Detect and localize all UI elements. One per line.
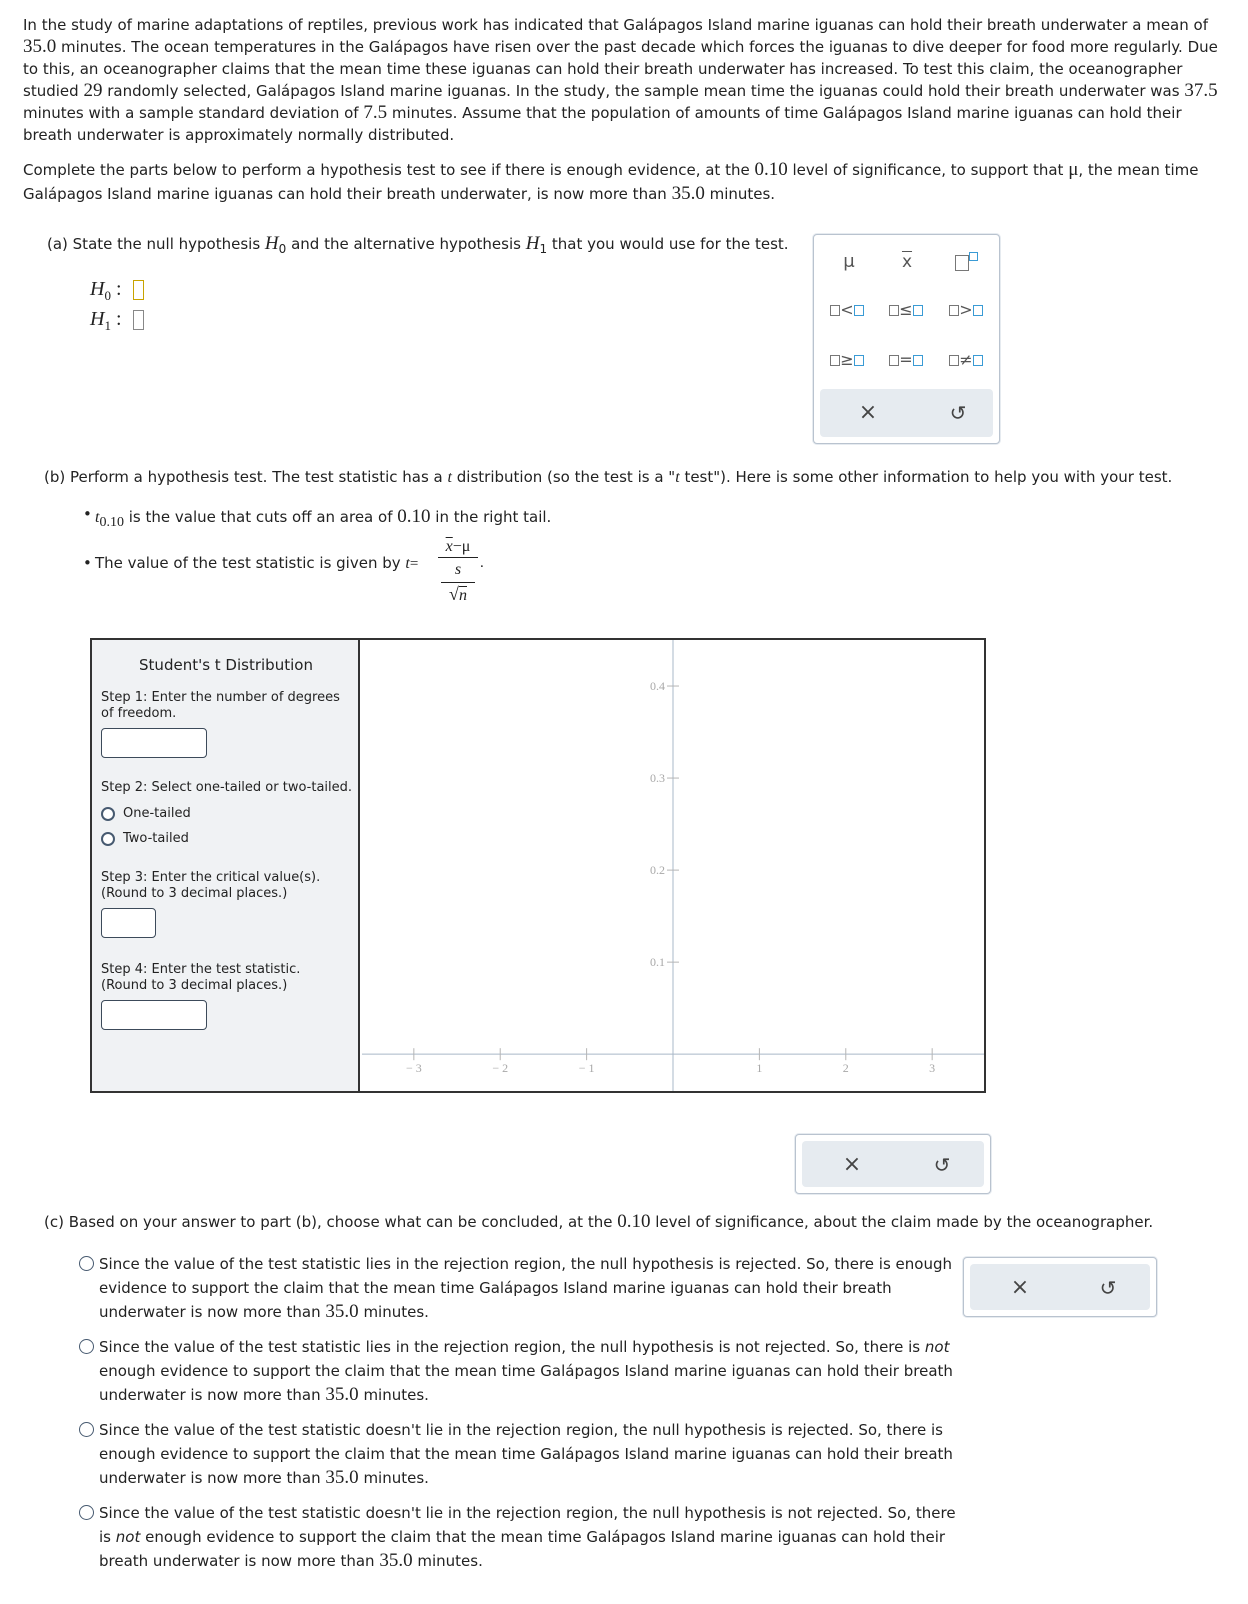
part-a-text-1: (a) State the null hypothesis [47,235,261,253]
bullet-1-text: is the value that cuts off an area of [128,508,393,526]
right-box-icon [854,305,864,316]
option-3-text: Since the value of the test statistic doesn't lie in the rejection region, the null hypothesis is rejected. So, there is enough evidence to support the claim that the mean time Galápagos Island marine iguanas can hold their breath underwater is now more than [99,1421,953,1487]
option-3-minutes: minutes. [363,1469,429,1487]
critical-value-input[interactable] [101,908,156,938]
sqrt-icon: √ [449,584,459,604]
option-1-minutes: minutes. [363,1303,429,1321]
part-c-alpha: 0.10 [617,1211,651,1232]
step-4-label: Step 4: Enter the test statistic. [101,962,301,977]
part-b-text-2: distribution (so the test is a " [456,468,676,486]
h1-symbol: H [525,233,540,254]
part-b-text-1: (b) Perform a hypothesis test. The test statistic has a [44,468,443,486]
widget-controls [92,640,360,1091]
widget-clear-icon[interactable]: × [842,1152,862,1177]
one-tailed-option[interactable] [101,804,191,824]
part-c-undo-icon[interactable]: ↺ [1099,1276,1117,1300]
eq-symbol: = [899,350,913,369]
left-box-icon [889,355,899,366]
x-tick-label: 1 [756,1061,763,1076]
degrees-of-freedom-input[interactable] [101,728,207,758]
step-3-hint: (Round to 3 decimal places.) [101,886,288,901]
not-equal-button[interactable] [941,345,991,375]
part-a-text-3: that you would use for the test. [551,235,789,253]
xbar-button[interactable]: $\overline{x}$ [901,252,913,272]
two-tailed-label: Two-tailed [123,831,189,846]
h1-label: H [90,308,105,330]
x-tick-label: 2 [842,1061,849,1076]
formula-xbar: $\overline{x}$ [445,538,453,555]
sample-sd: 7.5 [363,102,388,123]
two-tailed-radio[interactable] [101,832,115,846]
right-box-icon [973,355,983,366]
part-b-text-3: test"). Here is some other information to help you with your test. [684,468,1173,486]
part-c-palette [963,1257,1157,1317]
step-4-hint: (Round to 3 decimal places.) [101,978,288,993]
test-statistic-input[interactable] [101,1000,207,1030]
palette-footer [820,389,993,437]
formula-mu: μ [461,538,471,555]
t-critical-symbol: t [95,509,100,526]
t-stat-symbol: t [405,555,410,572]
sample-size: 29 [83,80,103,101]
t-formula [438,538,478,606]
option-4-mean: 35.0 [379,1550,413,1571]
option-3-radio[interactable] [79,1422,94,1437]
option-4-minutes: minutes. [417,1552,483,1570]
h0-sub: 0 [278,242,287,256]
equal-button[interactable] [881,345,931,375]
intro-text-5: minutes. Assume that the population of amounts of time Galápagos Island marine iguanas can hold their breath underwater is approximately normally distributed. [23,104,1182,144]
info-bullet-1 [95,503,551,533]
t-distribution-chart[interactable] [362,640,984,1091]
h0-colon: : [115,278,122,300]
x-tick-label: − 1 [578,1061,595,1076]
widget-palette [795,1134,991,1194]
option-4-text-1: Since the value of the test statistic doesn't lie in the rejection region, the null hypothesis is not rejected. So, there is [99,1504,956,1546]
instructions-text-3: , the mean time Galápagos Island marine iguanas can hold their breath underwater, is now more than [23,161,1199,203]
mu-button[interactable]: μ [843,251,855,272]
problem-intro [23,14,1223,146]
h1-sub: 1 [539,242,548,256]
h0-label: H [90,278,105,300]
widget-title: Student's t Distribution [139,656,313,674]
widget-palette-inner [802,1141,984,1187]
formula-denominator [438,558,478,606]
t-symbol-2: t [675,469,680,486]
part-a-text-2: and the alternative hypothesis [291,235,521,253]
right-box-icon [913,305,923,316]
h1-colon: : [115,308,122,330]
clear-icon[interactable]: × [858,400,878,425]
conclusion-option-3[interactable] [99,1418,959,1490]
left-box-icon [889,305,899,316]
h0-row [90,274,144,306]
option-2-not: not [924,1338,950,1356]
y-tick-label: 0.3 [650,771,665,786]
option-2-minutes: minutes. [363,1386,429,1404]
bullet-1-alpha: 0.10 [397,506,431,527]
bullet-2-text: The value of the test statistic is given by [95,554,401,572]
greater-than-button[interactable] [941,295,991,325]
x-tick-label: − 3 [405,1061,422,1076]
lt-symbol: < [840,300,854,319]
one-tailed-label: One-tailed [123,806,191,821]
part-a-prompt [47,230,789,259]
greater-equal-button[interactable] [822,345,872,375]
formula-period: . [480,555,484,571]
conclusion-option-2[interactable] [99,1335,959,1407]
conclusion-option-1[interactable] [99,1252,959,1324]
widget-undo-icon[interactable]: ↺ [933,1153,951,1177]
part-c-prompt [44,1208,1153,1237]
formula-sqrt [438,584,478,606]
gt-symbol: > [959,300,973,319]
option-4-not: not [115,1528,141,1546]
part-b-prompt [44,466,1172,490]
option-1-radio[interactable] [79,1256,94,1271]
intro-text-1: In the study of marine adaptations of reptiles, previous work has indicated that Galápagos Island marine iguanas can hold their breath underwater a mean of [23,16,1208,34]
y-tick-label: 0.1 [650,955,665,970]
instructions [23,158,1223,206]
less-than-button[interactable] [822,295,872,325]
intro-text-2: minutes. The ocean temperatures in the Galápagos have risen over the past decade which forces the iguanas to dive deeper for food more regularly. Due to this, an oceanographer claims that the mean time these iguanas can hold their breath underwater has increased. To test this claim, the oceanographer studied [23,38,1218,100]
right-box-icon [854,355,864,366]
intro-text-3: randomly selected, Galápagos Island marine iguanas. In the study, the sample mean time the iguanas could hold their breath underwater was [107,82,1180,100]
t-symbol: t [447,469,452,486]
left-box-icon [949,355,959,366]
inner-fraction-bar [441,582,475,583]
chart-canvas[interactable] [362,640,984,1091]
intro-text-4: minutes with a sample standard deviation of [23,104,359,122]
option-1-mean: 35.0 [325,1301,359,1322]
instructions-text-2: level of significance, to support that [792,161,1064,179]
option-3-mean: 35.0 [325,1467,359,1488]
option-2-text-1: Since the value of the test statistic lies in the rejection region, the null hypothesis is not rejected. So, there is [99,1338,921,1356]
significance-level: 0.10 [754,159,788,180]
h0-input[interactable] [133,280,144,300]
bullet-1-end: in the right tail. [435,508,552,526]
left-box-icon [830,305,840,316]
h1-input[interactable] [133,310,144,330]
part-c-clear-icon[interactable]: × [1010,1275,1030,1300]
sample-mean: 37.5 [1184,80,1218,101]
ge-symbol: ≥ [840,350,854,369]
base-box-icon [955,255,969,271]
part-c-text-2: level of significance, about the claim made by the oceanographer. [655,1213,1154,1231]
part-c-palette-inner [970,1264,1150,1310]
h0-symbol: H [264,233,279,254]
left-box-icon [830,355,840,366]
x-tick-label: − 2 [492,1061,509,1076]
exponent-box-icon [969,252,978,261]
h0-label-sub: 0 [104,288,111,303]
equals-sign: = [409,556,419,572]
option-2-radio[interactable] [79,1339,94,1354]
le-symbol: ≤ [899,300,913,319]
ne-symbol: ≠ [959,350,973,369]
two-tailed-option[interactable] [101,829,189,849]
instructions-text-4: minutes. [709,185,776,203]
one-tailed-radio[interactable] [101,807,115,821]
option-4-radio[interactable] [79,1505,94,1520]
instructions-text-1: Complete the parts below to perform a hypothesis test to see if there is enough evidence, at the [23,161,750,179]
left-box-icon [949,305,959,316]
option-4-text-2: enough evidence to support the claim that the mean time Galápagos Island marine iguanas can hold their breath underwater is now more than [99,1528,946,1570]
hypothesized-mean: 35.0 [23,36,57,57]
h1-row [90,304,144,336]
info-bullet-2 [95,552,418,576]
formula-s: s [454,561,462,578]
x-tick-label: 3 [929,1061,936,1076]
mu-symbol: μ [1068,159,1079,180]
symbol-palette [813,234,1000,444]
right-box-icon [973,305,983,316]
superscript-button[interactable] [941,247,991,277]
option-2-text-2: enough evidence to support the claim that the mean time Galápagos Island marine iguanas can hold their breath underwater is now more than [99,1362,953,1404]
y-tick-label: 0.2 [650,863,665,878]
step-1-label: Step 1: Enter the number of degrees of freedom. [101,690,340,721]
option-2-mean: 35.0 [325,1384,359,1405]
step-2-label: Step 2: Select one-tailed or two-tailed. [101,780,353,795]
right-box-icon [913,355,923,366]
step-3-label: Step 3: Enter the critical value(s). [101,870,321,885]
formula-n: n [458,587,467,604]
y-tick-label: 0.4 [650,679,665,694]
less-equal-button[interactable] [881,295,931,325]
h1-label-sub: 1 [104,318,111,333]
hypothesized-mean-2: 35.0 [671,183,705,204]
formula-minus: − [452,538,462,555]
conclusion-option-4[interactable] [99,1501,959,1573]
t-distribution-widget [90,638,986,1093]
part-c-text-1: (c) Based on your answer to part (b), choose what can be concluded, at the [44,1213,613,1231]
option-1-text: Since the value of the test statistic lies in the rejection region, the null hypothesis is rejected. So, there is enough evidence to support the claim that the mean time Galápagos Island marine iguanas can hold their breath underwater is now more than [99,1255,953,1321]
t-critical-sub: 0.10 [99,515,124,530]
formula-numerator [438,538,478,556]
undo-icon[interactable]: ↺ [949,401,967,425]
